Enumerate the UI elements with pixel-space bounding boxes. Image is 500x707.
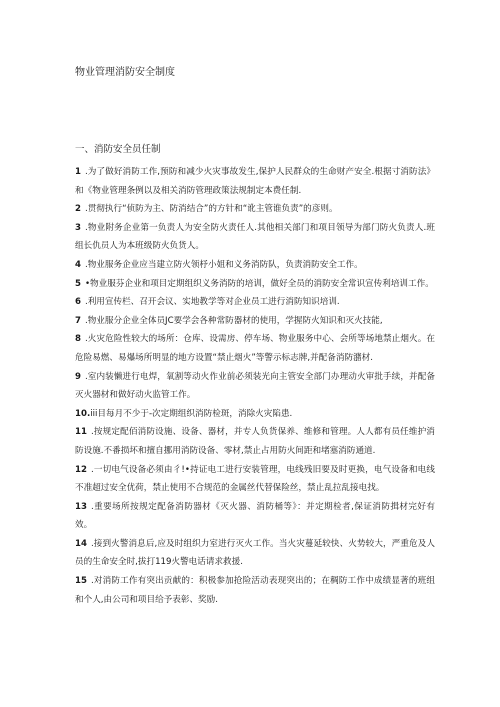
rule-number: 13: [75, 501, 87, 512]
rule-text: .物业服分企业全体员JC要学会各种常防器材的使用，学握防火知识和灭火技能,: [84, 315, 383, 326]
rule-item: [75, 498, 435, 535]
rule-item: [75, 200, 435, 219]
rule-item: [75, 461, 435, 498]
rule-text: .一切电气设备必须由彳!•持证电工进行安装管理，电线残旧要及时更换，电气设备和电线不准超过安全优荷，禁止使用不合规范的金属丝代替保险丝，禁止乱拉乱接电找。: [75, 464, 435, 494]
rule-number: 12: [75, 464, 87, 475]
rule-text: .贯彻执行“侦防为主、防消结合”的方针和“讹主管谁负责”的彦则。: [84, 204, 338, 215]
rule-number: 2: [75, 204, 81, 215]
rule-number: 8: [75, 334, 81, 345]
rule-number: 5: [75, 278, 81, 289]
rule-text: .对消防工作有突出贡献的：积极参加抢险活动表现突出的；在稠防工作中成绩显著的班组和个人,由公司和项目给予表彰、奖励.: [75, 576, 435, 605]
rule-item: [75, 312, 435, 331]
rule-number: 1: [75, 167, 81, 177]
rule-number: 9: [75, 371, 81, 382]
rule-number: 7: [75, 315, 81, 326]
rule-text: .重要场所按规定配备消防器材《灭火器、消防桶等》：并定期检者,保证消防揖材完好有效。: [75, 501, 435, 531]
rule-text: •物业服芬企业和项目定期组织义务消防的培训，做好全员的消防安全常识宣传利培训工作。: [84, 278, 434, 289]
rule-item: [75, 330, 435, 367]
rule-text: .为了做好消防工作,预防和减少火灾事故发生,保护人民群众的生命财产安全.根据寸消防法》和《物业管理条例以及相关消防管理政策法规制定本费任制.: [75, 167, 435, 196]
rule-item: [75, 405, 435, 424]
rule-item: [75, 163, 435, 200]
rule-text: .利用宣传栏、召开会议、实地教学等对企业员工进行消防知识培训.: [84, 297, 340, 308]
rule-text: .火灾危险性较大的场所：仓库、设需房、停车场、物业服务中心、会所等场地禁止烟火。在危险易燃、易爆场所明显的地方设置“禁止烟火”等警示标志牌,并配备消防潴材.: [75, 334, 435, 363]
rule-item: [75, 256, 435, 275]
rule-number: 15: [75, 576, 87, 587]
rule-number: 11: [75, 427, 87, 438]
rule-item: [75, 423, 435, 460]
rule-number: 10.: [75, 408, 91, 419]
rule-item: [75, 293, 435, 312]
rule-number: 4: [75, 259, 81, 270]
rule-item: [75, 572, 435, 609]
rule-item: [75, 275, 435, 294]
rule-text: .室内装懒进行电焊，氧割等动火作业前必须装光向主管安全部门办理动火审批手续，并配备灭火器材和做好动火监管工作。: [75, 371, 435, 401]
rule-item: [75, 535, 435, 572]
rule-list: [75, 163, 435, 609]
document-title: 物业管理消防安全制度: [75, 67, 175, 78]
rule-number: 6: [75, 297, 81, 308]
rule-text: .物业附务企业第一负责人为安全防火责任人.其他相关部门和项目领导为部门防火负责人.班组长仇员人为本班级防火负货人。: [75, 222, 435, 252]
rule-number: 3: [75, 222, 81, 233]
rule-text: .物业服务企业应当建立防火领杼小姐和义务消防队，负责消防安全工作。: [84, 259, 363, 270]
rule-text: .接到火警消息后,应及时组织力室进行灭火工作。当火灾蔓延较快、火势较大，严重危及人员的生命安全时,拔打119火警电话请求救援.: [75, 538, 435, 568]
rule-item: [75, 219, 435, 256]
rule-number: 14: [75, 538, 87, 549]
rule-text: iii目每月不少于-次定期组织消防检斑，消除火灾陷患.: [90, 408, 293, 419]
rule-item: [75, 368, 435, 405]
section-heading: 一、消防安全员任制: [75, 144, 161, 155]
rule-text: .按规定配佰消防设施、设备、器材，并专人负货保养、维修和管理。人人都有员任维护消防设施.不番损坏和擅自挪用消防设备、零材,禁止占用防火间距和堵塞消防通道.: [75, 427, 435, 456]
